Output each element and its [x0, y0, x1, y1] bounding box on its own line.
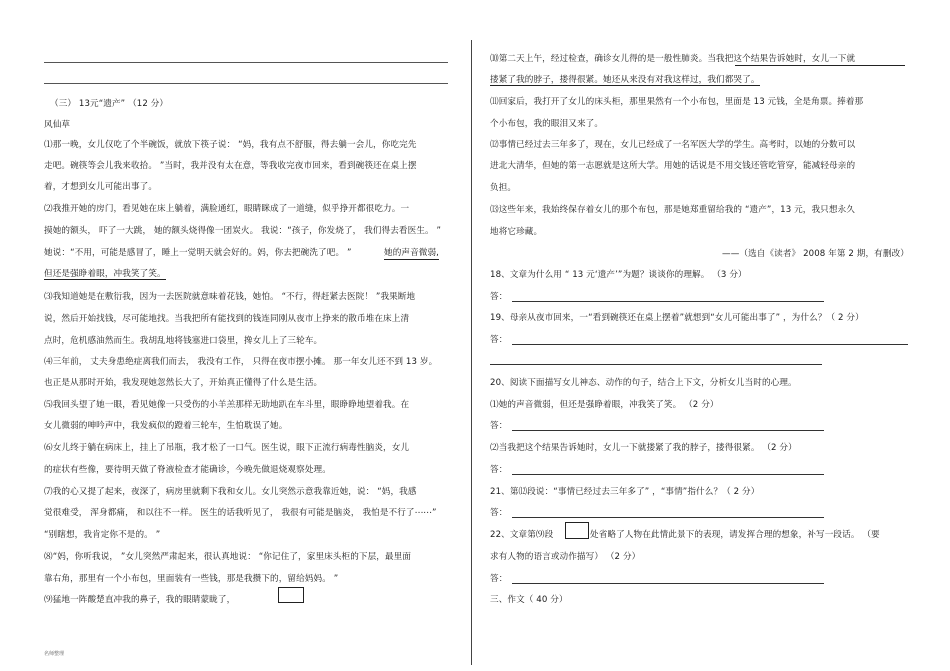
paragraph-line: ⑹女儿终于躺在病床上，挂上了吊瓶，我才松了一口气。医生说，眼下正流行病毒性脑炎，女儿	[44, 443, 410, 453]
underline-mark	[735, 65, 905, 66]
underlined-sentence: 搂紧了我的脖子，搂得很紧。她还从来没有对我这样过，我们都哭了。	[490, 75, 760, 85]
underlined-sentence: 但还是强睁着眼，冲我笑了笑。	[44, 269, 166, 279]
answer-line	[44, 62, 448, 63]
paragraph-line: ⑶我知道她是在敷衍我，因为一去医院就意味着花钱，她怕。 “不行，得赶紧去医院！ ”我果断地	[44, 292, 416, 302]
answer-line	[512, 430, 824, 431]
question-20-2: ⑵当我把这个结果告诉她时，女儿一下就搂紧了我的脖子，搂得很紧。 （2 分）	[490, 443, 797, 453]
paragraph-line: ⑵我推开她的房门，看见她在床上躺着，满脸通红，眼睛眯成了一道缝，似乎挣开都很吃力。一	[44, 204, 410, 214]
question-21: 21、第⑿段说：“事情已经过去三年多了” ，“事情”指什么？（ 2 分）	[490, 487, 760, 497]
paragraph-line: ⑷三年前， 丈夫身患绝症离我们而去， 我没有工作， 只得在夜市摆小摊。 那一年女儿还不到 13 岁。	[44, 357, 438, 367]
paragraph-line	[490, 75, 760, 86]
question-22: 22、文章第⑼段	[490, 530, 554, 540]
answer-label: 答：	[490, 508, 508, 518]
paragraph-line: 负担。	[490, 183, 517, 193]
question-22-cont: 求有人物的语言或动作描写） （2 分）	[490, 552, 641, 562]
paragraph-line: ⑸我回头望了她一眼，看见她像一只受伤的小羊羔那样无助地趴在车斗里，眼睁睁地望着我。在	[44, 400, 410, 410]
paragraph-line: ⑼猛地一阵酸楚直冲我的鼻子，我的眼睛蒙眬了，	[44, 595, 236, 605]
column-divider	[471, 40, 472, 665]
fill-in-box[interactable]	[278, 587, 304, 603]
paragraph-line: ⒀这些年来，我始终保存着女儿的那个布包，那是她郑重留给我的 “遗产”，13 元，我只想永久	[490, 205, 855, 215]
paragraph-line: 也正是从那时开始，我发现她忽然长大了，开始真正懂得了什么是生活。	[44, 378, 323, 388]
article-title: 风仙草	[44, 120, 71, 130]
answer-line	[490, 364, 822, 365]
paragraph-line: 个小布包，我的眼泪又来了。	[490, 119, 604, 129]
question-19: 19、母亲从夜市回来，一“看到碗筷还在桌上摆着”就想到“女儿可能出事了” ，为什么？（ 2 分）	[490, 313, 864, 323]
answer-line	[44, 83, 448, 84]
answer-line	[512, 517, 824, 518]
answer-label: 答：	[490, 292, 508, 302]
question-18: 18、文章为什么用 “ 13 元‘遗产’”为题？谈谈你的理解。 （3 分）	[490, 270, 747, 280]
answer-line	[512, 583, 824, 584]
paragraph-line: 进北大清华，但她的第一志愿就是这所大学。用她的话说是不用交钱还管吃管穿，能减轻母亲的	[490, 161, 856, 171]
paragraph-line: 说，然后开始找钱，尽可能地找。当我把所有能找到的钱连同刚从夜市上挣来的散币堆在床上清	[44, 314, 410, 324]
source-citation: ——（选自《读者》 2008 年第 2 期，有删改）	[722, 249, 909, 259]
paragraph-line: “别瞎想，我肯定你不是的。 ”	[44, 530, 161, 540]
answer-label: 答：	[490, 335, 508, 345]
fill-in-box[interactable]	[565, 522, 589, 539]
paragraph-line: 点时，危机感油然而生。我胡乱地将钱塞进口袋里，搀女儿上了三轮车。	[44, 336, 323, 346]
paragraph-line: ⑽第二天上午，经过检查，确诊女儿得的是一般性肺炎。当我把这个结果告诉她时，女儿一下就	[490, 54, 856, 64]
answer-line	[512, 301, 824, 302]
section-title: （三） 13元“遗产” （12 分）	[50, 99, 169, 109]
paragraph-line: 摸她的额头， 吓了一大跳， 她的额头烧得像一团炭火。 我说：“孩子，你发烧了， 我们得去看医生。 ”	[44, 226, 442, 236]
paragraph-line: ⑻“妈，你听我说， ”女儿突然严肃起来，很认真地说： “你记住了，家里床头柜的下层，最里面	[44, 552, 412, 562]
question-20: 20、阅读下面描写女儿神态、动作的句子，结合上下文，分析女儿当时的心理。	[490, 378, 797, 388]
paragraph-line: 走吧。碗筷等会儿我来收拾。 ”当时，我并没有太在意，等我收完夜市回来，看到碗筷还在桌上摆	[44, 161, 417, 171]
answer-label: 答：	[490, 574, 508, 584]
question-22-cont: 处省略了人物在此情此景下的表现，请发挥合理的想象，补写一段话。 （要	[590, 530, 880, 540]
paragraph-line	[44, 269, 166, 280]
paragraph-line: 的症状有些像，要待明天做了脊液检查才能确诊，今晚先做退烧观察处理。	[44, 465, 331, 475]
paragraph-line: 她说：“不用，可能是感冒了，睡上一觉明天就会好的。妈，你去把碗洗了吧。 ”	[44, 248, 352, 258]
question-20-1: ⑴她的声音微弱，但还是强睁着眼，冲我笑了笑。 （2 分）	[490, 400, 719, 410]
answer-line	[512, 344, 908, 345]
paragraph-line: 觉很难受， 浑身都痛， 和以往不一样。 医生的话我听见了， 我很有可能是脑炎， 我怕是不行了⋯⋯”	[44, 508, 437, 518]
answer-label: 答：	[490, 421, 508, 431]
paragraph-line: 靠右角，那里有一个小布包，里面装有一些钱，那是我攒下的，留给妈妈。 ”	[44, 574, 339, 584]
answer-label: 答：	[490, 465, 508, 475]
paragraph-line: 着，才想到女儿可能出事了。	[44, 182, 158, 192]
answer-line	[512, 474, 824, 475]
section-title-composition: 三、作文（ 40 分）	[490, 595, 568, 605]
paragraph-line: ⑿事情已经过去三年多了，现在，女儿已经成了一名军医大学的学生。高考时，以她的分数可以	[490, 140, 856, 150]
footer-text: 名师整理	[44, 651, 65, 657]
paragraph-line: 地将它珍藏。	[490, 227, 543, 237]
underlined-sentence: 她的声音微弱,	[384, 248, 439, 258]
paragraph-line: ⑺我的心又提了起来，夜深了，病房里就剩下我和女儿。女儿突然示意我靠近她，说： “妈，我感	[44, 487, 417, 497]
paragraph-line: 女儿微弱的呻吟声中，我发疯似的蹬着三轮车，生怕耽误了她。	[44, 421, 288, 431]
paragraph-line: ⑴那一晚，女儿仅吃了个半碗饭，就放下筷子说： “妈，我有点不舒服，得去躺一会儿，你吃完先	[44, 140, 417, 150]
paragraph-line: ⑾回家后，我打开了女儿的床头柜，那里果然有一个小布包，里面是 13 元钱，全是角票。捧着那	[490, 97, 864, 107]
